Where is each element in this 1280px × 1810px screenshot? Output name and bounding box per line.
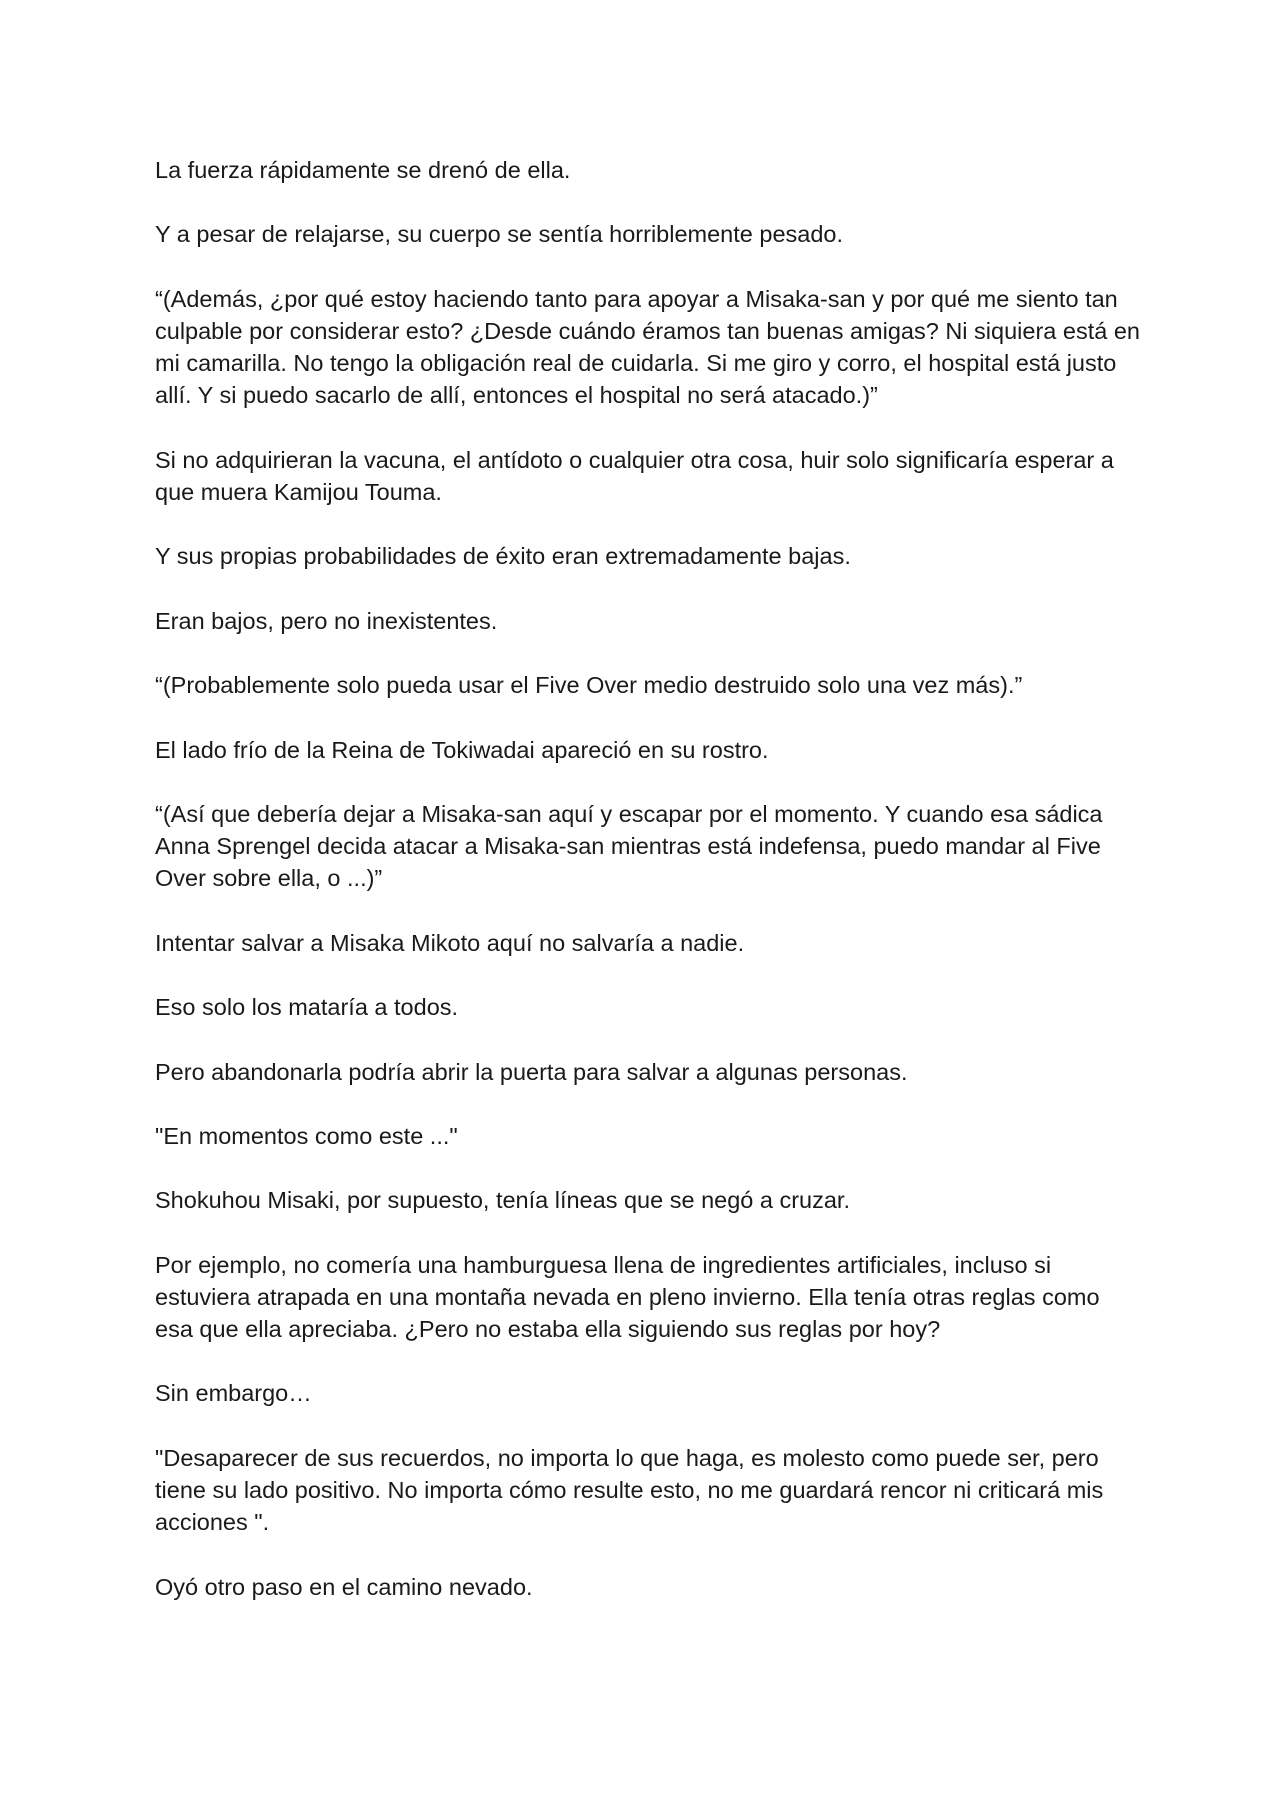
- paragraph: “(Además, ¿por qué estoy haciendo tanto para apoyar a Misaka-san y por qué me siento tan culpable por considerar esto? ¿Desde cuándo éramos tan buenas amigas? Ni siquiera está en mi camarilla. No tengo la obligación real de cuidarla. Si me giro y corro, el hospital está justo allí. Y si puedo sacarlo de allí, entonces el hospital no será atacado.)”: [155, 285, 1140, 409]
- paragraph: "En momentos como este ...": [155, 1122, 458, 1149]
- paragraph: La fuerza rápidamente se drenó de ella.: [155, 157, 571, 183]
- paragraph: Eran bajos, pero no inexistentes.: [155, 607, 498, 634]
- paragraph: Y a pesar de relajarse, su cuerpo se sentía horriblemente pesado.: [155, 221, 844, 248]
- paragraph: Si no adquirieran la vacuna, el antídoto o cualquier otra cosa, huir solo significaría esperar a que muera Kamijou Touma.: [155, 446, 1114, 505]
- paragraph: Por ejemplo, no comería una hamburguesa llena de ingredientes artificiales, incluso si estuviera atrapada en una montaña nevada en pleno invierno. Ella tenía otras reglas como esa que ella apreciaba. ¿Pero no estaba ella siguiendo sus reglas por hoy?: [155, 1251, 1100, 1343]
- paragraph: Intentar salvar a Misaka Mikoto aquí no salvaría a nadie.: [155, 929, 745, 956]
- paragraph: Pero abandonarla podría abrir la puerta para salvar a algunas personas.: [155, 1058, 908, 1085]
- paragraph: Y sus propias probabilidades de éxito eran extremadamente bajas.: [155, 543, 851, 570]
- paragraph: “(Probablemente solo pueda usar el Five Over medio destruido solo una vez más).”: [155, 672, 1023, 699]
- paragraph: Oyó otro paso en el camino nevado.: [155, 1573, 533, 1600]
- paragraph: Shokuhou Misaki, por supuesto, tenía líneas que se negó a cruzar.: [155, 1187, 850, 1214]
- paragraph: “(Así que debería dejar a Misaka-san aquí y escapar por el momento. Y cuando esa sádica Anna Sprengel decida atacar a Misaka-san mientras está indefensa, puedo mandar al Five Over sobre ella, o ...)”: [155, 800, 1103, 892]
- paragraph: Sin embargo…: [155, 1380, 312, 1407]
- paragraph: "Desaparecer de sus recuerdos, no importa lo que haga, es molesto como puede ser, pero tiene su lado positivo. No importa cómo resulte esto, no me guardará rencor ni criticará mis acciones ".: [155, 1444, 1104, 1536]
- paragraph: El lado frío de la Reina de Tokiwadai apareció en su rostro.: [155, 736, 769, 763]
- document-body: [155, 154, 1140, 1635]
- paragraph: Eso solo los mataría a todos.: [155, 994, 459, 1021]
